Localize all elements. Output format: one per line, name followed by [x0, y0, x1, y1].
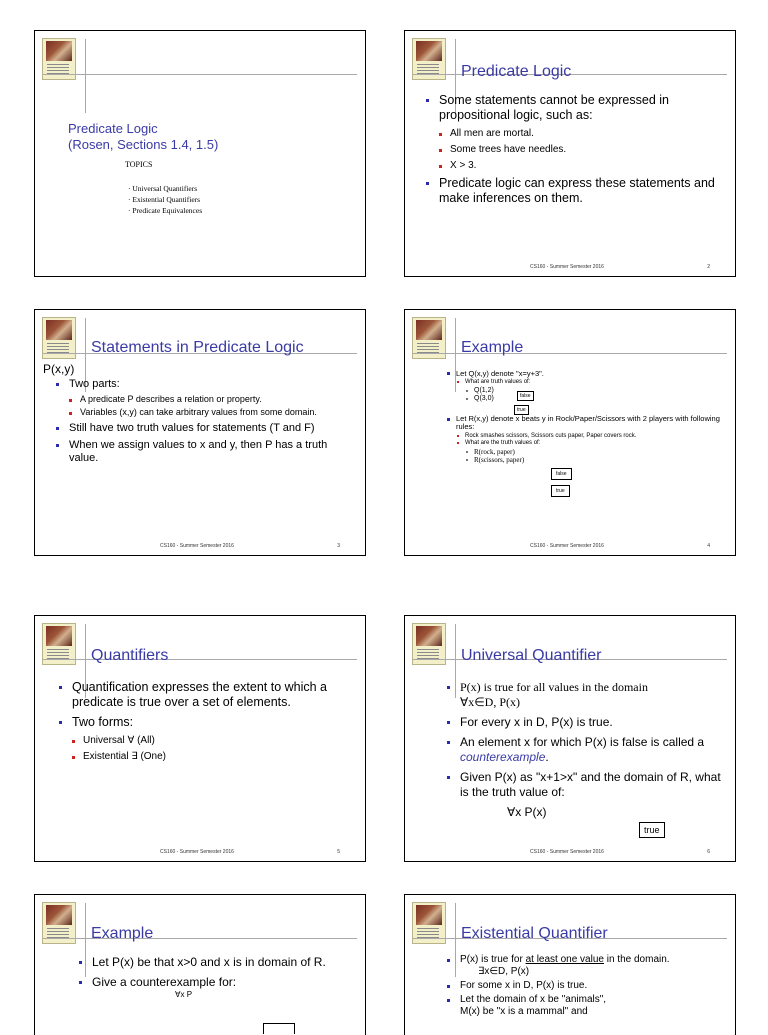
list-item: X > 3. — [439, 160, 723, 172]
slide-7 — [34, 894, 366, 1035]
list-item: Existential ∃ (One) — [72, 751, 349, 763]
bullet-icon — [426, 182, 429, 185]
list-item: Given P(x) as "x+1>x" and the domain of R, what is the truth value of: — [447, 770, 727, 800]
formula: ∀x P — [175, 990, 193, 999]
list-item: R(rock, paper) — [466, 448, 725, 456]
list-item: For some x in D, P(x) is true. — [447, 980, 729, 992]
bullet-icon — [56, 383, 59, 386]
slide-1 — [34, 30, 366, 277]
list-item: A predicate P describes a relation or property. — [69, 394, 347, 405]
list-item: All men are mortal. — [439, 128, 723, 140]
list-item: When we assign values to x and y, then P has a truth value. — [56, 439, 347, 465]
bullet-icon — [69, 412, 72, 415]
bullet-icon — [447, 776, 450, 779]
formula: ∃x∈D, P(x) — [478, 966, 530, 977]
list-item: Q(1,2) — [466, 387, 725, 395]
slide-title: Predicate Logic — [461, 63, 572, 80]
bullet-icon — [447, 999, 450, 1002]
page-number: 5 — [337, 849, 340, 855]
list-item: What are the truth values of: — [457, 440, 725, 447]
list-item: Let Q(x,y) denote "x=y+3". — [447, 369, 725, 378]
slide-5 — [34, 615, 366, 862]
bullet-icon — [457, 381, 459, 383]
bullet-icon — [447, 686, 450, 689]
formula: ∀x P(x) — [507, 805, 547, 819]
bullet-icon — [56, 444, 59, 447]
list-item: Let R(x,y) denote x beats y in Rock/Paper/Scissors with 2 players with following rules: — [447, 415, 725, 431]
page-number: 4 — [707, 543, 710, 549]
page-number: 6 — [707, 849, 710, 855]
bullet-icon — [79, 981, 82, 984]
predicate-label: P(x,y) — [43, 362, 75, 376]
slide-title: Existential Quantifier — [461, 925, 608, 942]
slide-4 — [404, 309, 736, 556]
slide-title: Example — [461, 339, 524, 356]
bullet-icon — [447, 985, 450, 988]
bullet-icon — [447, 959, 450, 962]
page-number: 3 — [337, 543, 340, 549]
answer-box: true — [514, 405, 529, 415]
slide-title: Statements in Predicate Logic — [91, 339, 304, 356]
list-item: For every x in D, P(x) is true. — [447, 715, 727, 730]
list-item: An element x for which P(x) is false is called a counterexample. — [447, 735, 727, 765]
list-item: Some statements cannot be expressed in propositional logic, such as: — [426, 93, 723, 123]
slide-footer: CS160 - Summer Semester 2016 — [530, 543, 604, 549]
list-item: P(x) is true for at least one value in the domain. ∃x∈D, P(x) — [447, 954, 729, 978]
list-item: P(x) is true for all values in the domain ∀x∈D, P(x) — [447, 680, 727, 710]
bullet-icon — [69, 399, 72, 402]
formula: ∀x∈D, P(x) — [460, 695, 520, 709]
bullet-icon — [457, 442, 459, 444]
bullet-icon — [447, 721, 450, 724]
slide-6 — [404, 615, 736, 862]
answer-box: false — [517, 391, 534, 401]
slide-title: Example — [91, 925, 154, 942]
list-item: Some trees have needles. — [439, 144, 723, 156]
list-item: Let P(x) be that x>0 and x is in domain of R. — [79, 955, 349, 970]
answer-box: true — [639, 822, 665, 838]
page-number: 2 — [707, 264, 710, 270]
list-item: Let the domain of x be "animals", M(x) be "x is a mammal" and — [447, 994, 729, 1018]
slide-title: Universal Quantifier — [461, 647, 602, 664]
slide-title: Quantifiers — [91, 647, 169, 664]
slide-footer: CS160 - Summer Semester 2016 — [160, 543, 234, 549]
bullet-icon — [457, 435, 459, 437]
slide-8 — [404, 894, 736, 1035]
list-item: Rock smashes scissors, Scissors cuts paper, Paper covers rock. — [457, 433, 725, 439]
list-item: Predicate logic can express these statements and make inferences on them. — [426, 176, 723, 206]
answer-box — [263, 1023, 295, 1034]
bullet-icon — [466, 390, 468, 392]
list-item: Still have two truth values for statements (T and F) — [56, 422, 347, 435]
bullet-icon — [79, 961, 82, 964]
topics-label: TOPICS — [125, 160, 153, 169]
slide-2 — [404, 30, 736, 277]
list-item: Quantification expresses the extent to which a predicate is true over a set of elements. — [59, 680, 349, 710]
list-item: Universal ∀ (All) — [72, 735, 349, 747]
list-item: Give a counterexample for: — [79, 975, 349, 990]
list-item: · Existential Quantifiers — [128, 195, 201, 204]
slide-3 — [34, 309, 366, 556]
bullet-icon — [72, 756, 75, 759]
list-item: Two forms: — [59, 715, 349, 730]
list-item: What are truth values of: — [457, 379, 725, 386]
list-item: Variables (x,y) can take arbitrary values from some domain. — [69, 407, 347, 418]
answer-box: false — [551, 468, 572, 480]
divider-line — [85, 39, 86, 113]
bullet-icon — [439, 165, 442, 168]
list-item: · Predicate Equivalences — [128, 206, 203, 215]
slide-footer: CS160 - Summer Semester 2016 — [530, 849, 604, 855]
slide-title: Predicate Logic (Rosen, Sections 1.4, 1.5) — [68, 121, 219, 152]
bullet-icon — [447, 741, 450, 744]
bullet-icon — [56, 427, 59, 430]
bullet-icon — [447, 418, 450, 421]
bullet-icon — [72, 740, 75, 743]
slide-footer: CS160 - Summer Semester 2016 — [160, 849, 234, 855]
bullet-icon — [439, 133, 442, 136]
bullet-icon — [439, 149, 442, 152]
bullet-icon — [59, 686, 62, 689]
bullet-icon — [59, 721, 62, 724]
answer-box: true — [551, 485, 570, 497]
list-item: · Universal Quantifiers — [128, 184, 198, 193]
slide-footer: CS160 - Summer Semester 2016 — [530, 264, 604, 270]
bullet-icon — [466, 459, 468, 461]
bullet-icon — [466, 398, 468, 400]
topics-list — [128, 183, 202, 216]
list-item: Q(3,0) — [466, 395, 725, 403]
divider-line — [43, 74, 357, 75]
bullet-icon — [447, 372, 450, 375]
list-item: R(scissors, paper) — [466, 456, 725, 464]
list-item: Two parts: — [56, 378, 347, 391]
bullet-icon — [426, 99, 429, 102]
bullet-icon — [466, 451, 468, 453]
